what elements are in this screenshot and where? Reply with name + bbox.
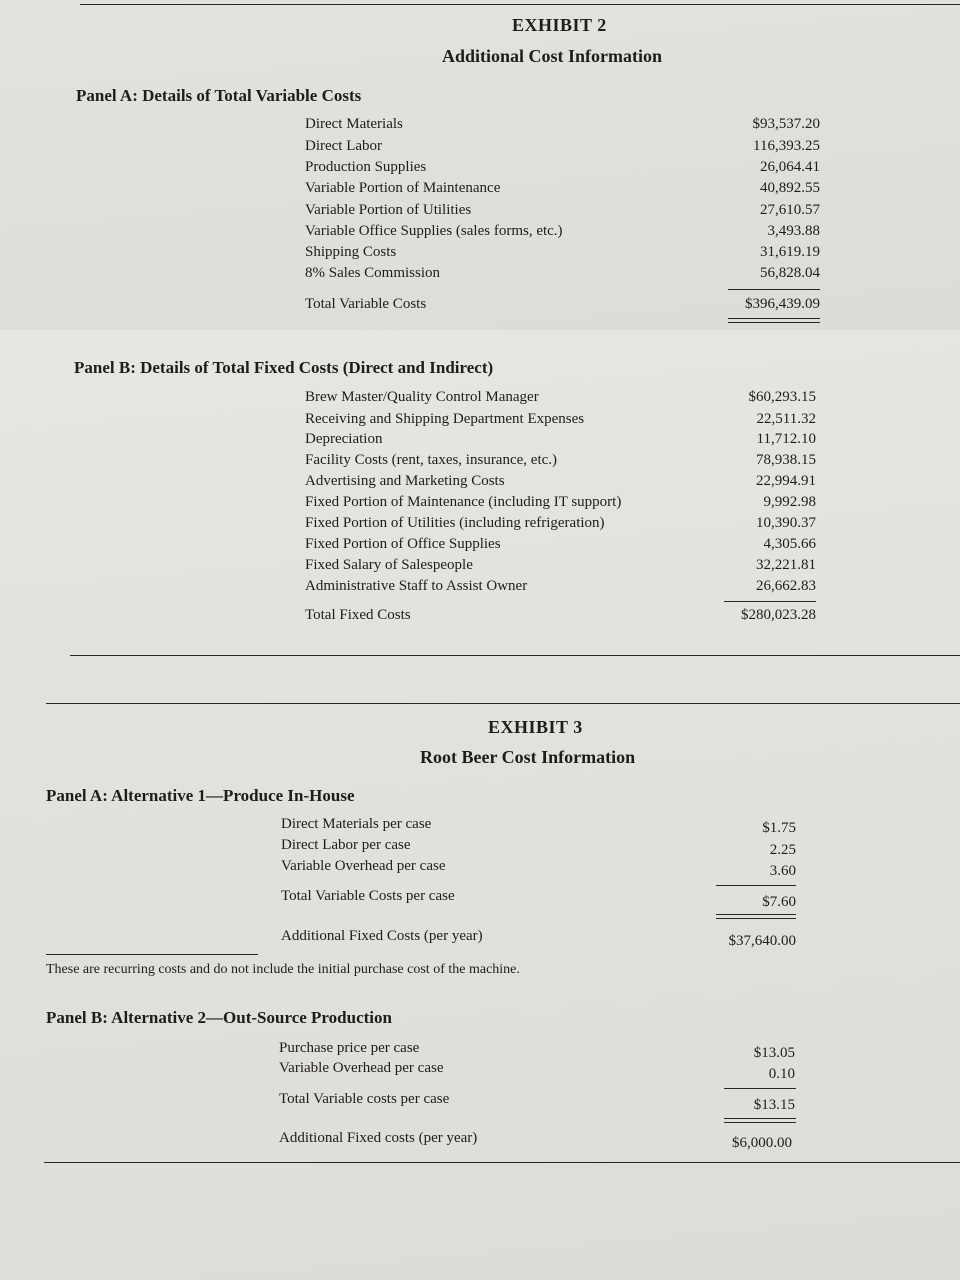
fixed-cost-label: Depreciation xyxy=(305,431,383,447)
variable-cost-value: 31,619.19 xyxy=(760,244,820,260)
variable-cost-label: Production Supplies xyxy=(305,159,427,175)
top-rule xyxy=(80,4,960,5)
fixed-cost-label: Receiving and Shipping Department Expenses xyxy=(305,411,585,427)
exhibit-2-subtitle: Additional Cost Information xyxy=(442,46,663,66)
section-rule xyxy=(46,703,960,704)
variable-cost-label: Variable Office Supplies (sales forms, etc.) xyxy=(305,223,563,239)
exhibit-2-title: EXHIBIT 2 xyxy=(512,15,607,35)
variable-cost-label: Direct Labor xyxy=(305,138,383,154)
in-house-fixed-label: Additional Fixed Costs (per year) xyxy=(281,928,483,944)
in-house-cost-label: Variable Overhead per case xyxy=(281,858,446,874)
total-variable-costs-label: Total Variable Costs xyxy=(305,296,427,312)
section-rule xyxy=(70,655,960,656)
fixed-cost-label: Advertising and Marketing Costs xyxy=(305,473,505,489)
exhibit-2-panel-a-title: Panel A: Details of Total Variable Costs xyxy=(76,86,362,105)
total-fixed-costs-value: $280,023.28 xyxy=(741,607,816,623)
footnote: These are recurring costs and do not include the initial purchase cost of the machine. xyxy=(46,962,520,977)
outsource-total-value: $13.15 xyxy=(753,1097,795,1113)
fixed-cost-label: Facility Costs (rent, taxes, insurance, etc.) xyxy=(305,452,558,468)
in-house-cost-label: Direct Materials per case xyxy=(281,816,432,832)
variable-cost-label: Direct Materials xyxy=(305,116,403,132)
exhibit-3-panel-a-title: Panel A: Alternative 1—Produce In-House xyxy=(46,786,355,805)
footnote-rule xyxy=(46,954,258,955)
variable-cost-value: 26,064.41 xyxy=(760,159,820,175)
total-variable-costs-value: $396,439.09 xyxy=(745,296,820,312)
fixed-cost-value: $60,293.15 xyxy=(748,389,816,405)
sum-line xyxy=(728,289,820,290)
fixed-cost-label: Fixed Portion of Utilities (including refrigeration) xyxy=(305,515,605,531)
fixed-cost-value: 11,712.10 xyxy=(756,431,816,447)
in-house-cost-value: $1.75 xyxy=(762,820,796,836)
in-house-cost-value: 3.60 xyxy=(769,863,796,879)
variable-cost-label: Variable Portion of Utilities xyxy=(305,202,472,218)
fixed-cost-value: 10,390.37 xyxy=(756,515,816,531)
variable-cost-label: Shipping Costs xyxy=(305,244,397,260)
sum-line xyxy=(724,1088,796,1089)
variable-cost-value: 56,828.04 xyxy=(760,265,820,281)
fixed-cost-value: 22,511.32 xyxy=(756,411,816,427)
total-fixed-costs-label: Total Fixed Costs xyxy=(305,607,411,623)
double-underline xyxy=(728,318,820,323)
in-house-total-value: $7.60 xyxy=(762,894,796,910)
double-underline xyxy=(724,1118,796,1123)
exhibit-2-panel-b-title: Panel B: Details of Total Fixed Costs (Direct and Indirect) xyxy=(74,358,494,377)
fixed-cost-label: Fixed Salary of Salespeople xyxy=(305,557,473,573)
fixed-cost-value: 9,992.98 xyxy=(763,494,816,510)
variable-cost-label: Variable Portion of Maintenance xyxy=(305,180,501,196)
fixed-cost-label: Fixed Portion of Office Supplies xyxy=(305,536,501,552)
sum-line xyxy=(716,885,796,886)
outsource-fixed-label: Additional Fixed costs (per year) xyxy=(279,1130,478,1146)
fixed-cost-value: 32,221.81 xyxy=(756,557,816,573)
outsource-total-label: Total Variable costs per case xyxy=(279,1091,450,1107)
outsource-fixed-value: $6,000.00 xyxy=(732,1135,792,1151)
fixed-cost-label: Fixed Portion of Maintenance (including IT support) xyxy=(305,494,622,510)
bottom-rule xyxy=(44,1162,960,1163)
outsource-cost-label: Purchase price per case xyxy=(279,1040,420,1056)
exhibit-3-subtitle: Root Beer Cost Information xyxy=(420,747,636,767)
outsource-cost-value: $13.05 xyxy=(753,1045,795,1061)
fixed-cost-value: 4,305.66 xyxy=(763,536,816,552)
outsource-cost-label: Variable Overhead per case xyxy=(279,1060,444,1076)
variable-cost-value: 40,892.55 xyxy=(760,180,820,196)
fixed-cost-value: 26,662.83 xyxy=(756,578,816,594)
fixed-cost-label: Administrative Staff to Assist Owner xyxy=(305,578,528,594)
in-house-cost-label: Direct Labor per case xyxy=(281,837,411,853)
sum-line xyxy=(724,601,816,602)
fixed-cost-value: 78,938.15 xyxy=(756,452,816,468)
outsource-cost-value: 0.10 xyxy=(768,1066,795,1082)
in-house-total-label: Total Variable Costs per case xyxy=(281,888,455,904)
variable-cost-value: $93,537.20 xyxy=(752,116,820,132)
fixed-cost-value: 22,994.91 xyxy=(756,473,816,489)
exhibit-3-title: EXHIBIT 3 xyxy=(488,717,583,737)
variable-cost-value: 3,493.88 xyxy=(767,223,820,239)
fixed-cost-label: Brew Master/Quality Control Manager xyxy=(305,389,539,405)
in-house-fixed-value: $37,640.00 xyxy=(728,933,796,949)
variable-cost-label: 8% Sales Commission xyxy=(305,265,441,281)
variable-cost-value: 116,393.25 xyxy=(753,138,820,154)
variable-cost-value: 27,610.57 xyxy=(760,202,820,218)
double-underline xyxy=(716,914,796,919)
in-house-cost-value: 2.25 xyxy=(769,842,796,858)
exhibit-3-panel-b-title: Panel B: Alternative 2—Out-Source Production xyxy=(46,1008,392,1027)
